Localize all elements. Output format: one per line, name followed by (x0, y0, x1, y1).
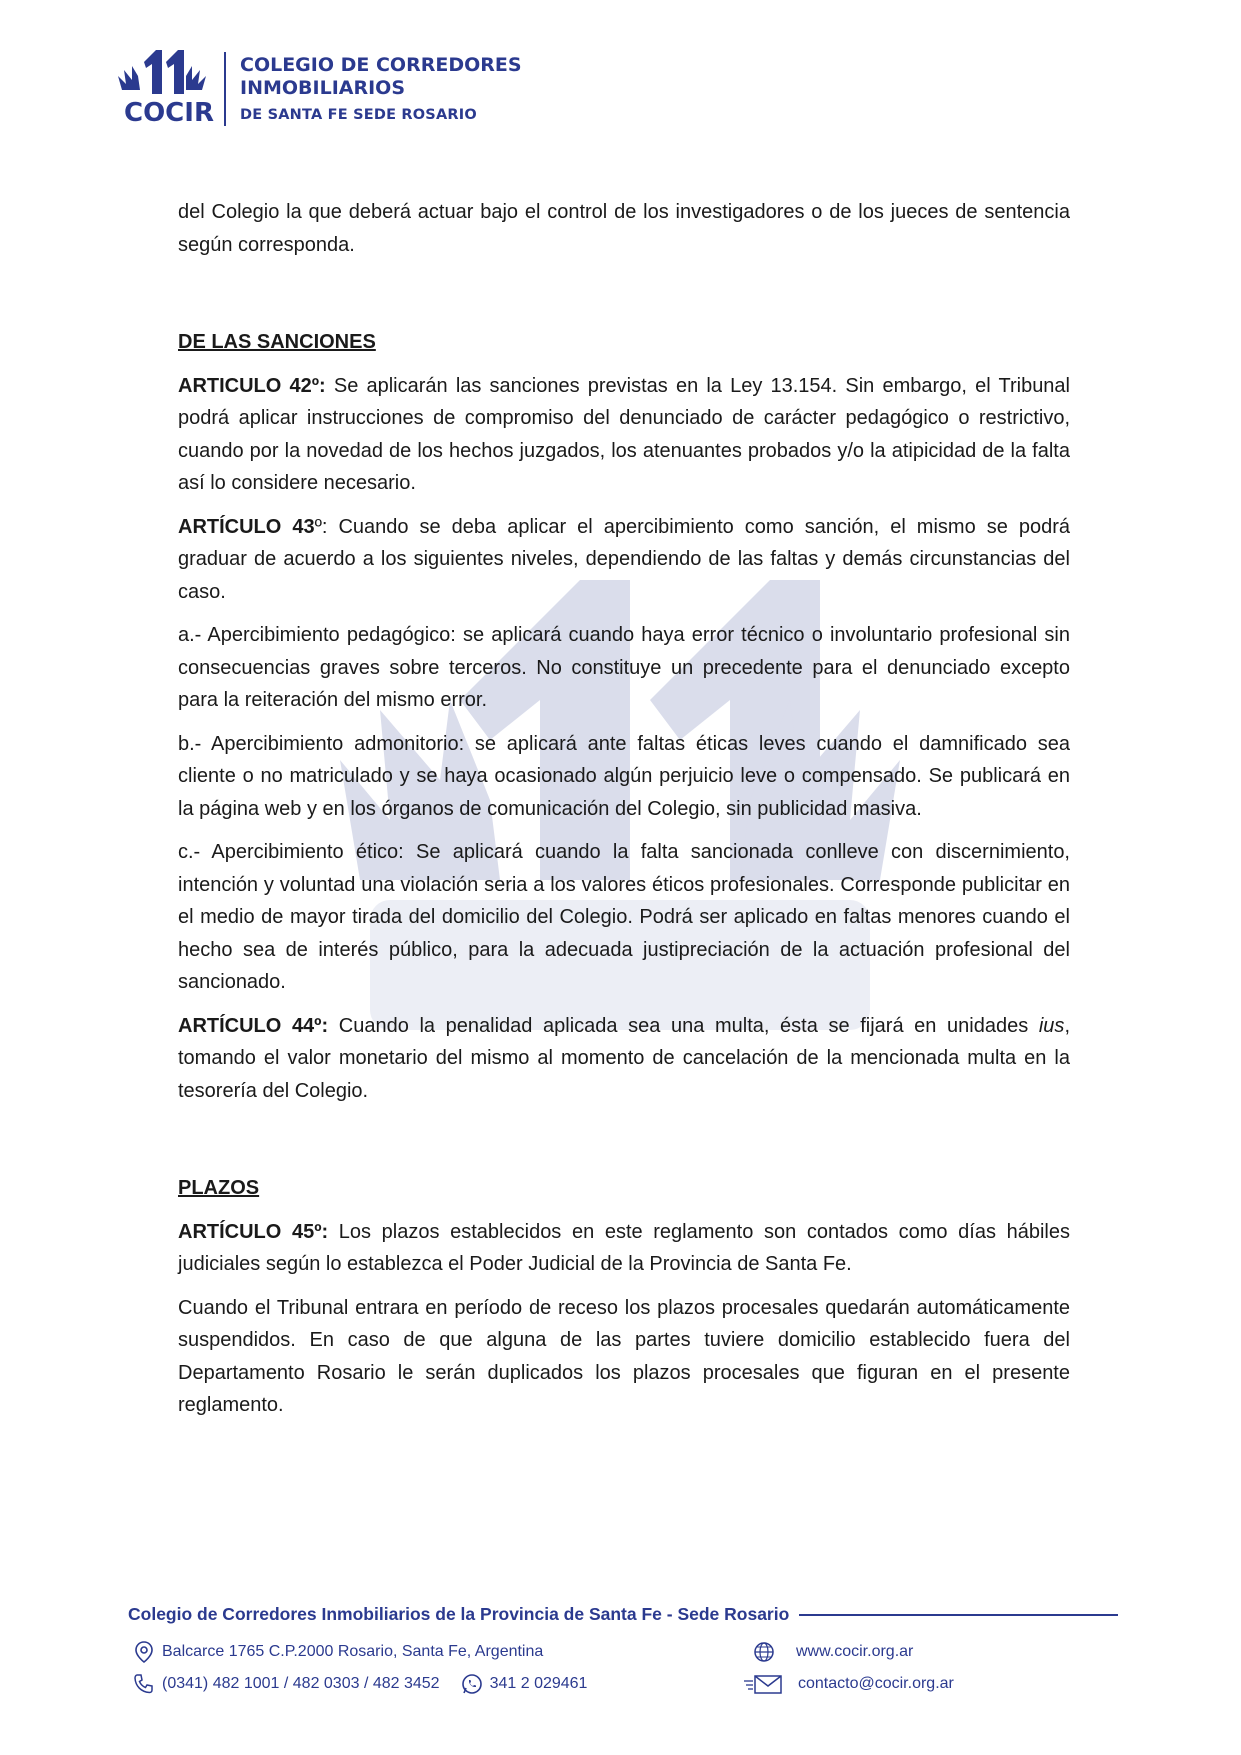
article-text: º: Cuando se deba aplicar el apercibimiento como sanción, el mismo se podrá graduar de acuerdo a los siguientes niveles, dependiendo de las faltas y demás circunstancias del caso. (178, 515, 1070, 603)
envelope-icon (744, 1672, 784, 1696)
article-43 (178, 511, 1070, 609)
org-name-line1: COLEGIO DE CORREDORES (240, 53, 522, 76)
section-heading: PLAZOS (178, 1177, 260, 1199)
logo-divider (224, 52, 226, 126)
footer-address (132, 1640, 543, 1664)
letterhead (118, 46, 522, 132)
section-title-plazos (178, 1172, 1070, 1205)
org-name-line2: INMOBILIARIOS (240, 76, 405, 99)
article-text: Se aplicarán las sanciones previstas en la Ley 13.154. Sin embargo, el Tribunal podrá aplicar instrucciones de compromiso del denunciado de carácter pedagógico o restrictivo, cuando por la novedad de los hechos juzgados, los atenuantes probados y/o la atipicidad de la falta así lo considere necesario. (178, 374, 1071, 494)
logo-wordmark: COCIR (124, 98, 214, 128)
article-text: Los plazos establecidos en este reglamento son contados como días hábiles judiciales según lo establezca el Poder Judicial de la Provincia de Santa Fe. (178, 1220, 1070, 1275)
intro-paragraph: del Colegio la que deberá actuar bajo el control de los investigadores o de los jueces de sentencia según corresponda. (178, 201, 1070, 256)
footer-website[interactable] (752, 1640, 913, 1664)
section-heading: DE LAS SANCIONES (178, 331, 376, 353)
item-a: a.- Apercibimiento pedagógico: se aplicará cuando haya error técnico o involuntario profesional sin consecuencias graves sobre terceros. No constituye un precedente para el denunciado excepto para la reiteración del mismo error. (178, 624, 1070, 711)
footer-email[interactable] (744, 1672, 954, 1696)
footer-title-row (128, 1604, 1118, 1625)
phones-text: (0341) 482 1001 / 482 0303 / 482 3452 (162, 1675, 440, 1692)
address-text: Balcarce 1765 C.P.2000 Rosario, Santa Fe, Argentina (162, 1643, 544, 1660)
globe-icon (752, 1640, 776, 1664)
document-body (178, 196, 1070, 1422)
email-link[interactable]: contacto@cocir.org.ar (798, 1675, 954, 1692)
article-text: , tomando el valor monetario del mismo al momento de cancelación de la mencionada multa en la tesorería del Colegio. (178, 1014, 1070, 1102)
receso-paragraph: Cuando el Tribunal entrara en período de receso los plazos procesales quedarán automáticamente suspendidos. En caso de que alguna de las partes tuviere domicilio establecido fuera del Departamento Rosario le serán duplicados los plazos procesales que figuran en el presente reglamento. (178, 1296, 1070, 1416)
whatsapp-icon (460, 1672, 484, 1696)
website-link[interactable]: www.cocir.org.ar (796, 1643, 914, 1660)
article-label: ARTÍCULO 43 (178, 515, 315, 538)
section-title-sanciones (178, 326, 1070, 359)
footer-title: Colegio de Corredores Inmobiliarios de la Provincia de Santa Fe - Sede Rosario (128, 1604, 790, 1624)
article-text: Cuando la penalidad aplicada sea una multa, ésta se fijará en unidades (328, 1014, 1039, 1037)
article-45 (178, 1216, 1070, 1281)
organization-name (240, 53, 522, 123)
org-name-line3: DE SANTA FE SEDE ROSARIO (240, 106, 477, 123)
article-label: ARTICULO 42º: (178, 374, 326, 397)
article-44 (178, 1010, 1070, 1108)
cocir-logo (118, 46, 214, 132)
article-label: ARTÍCULO 45º: (178, 1220, 329, 1243)
footer (128, 1604, 1118, 1692)
whatsapp-text: 341 2 029461 (489, 1675, 588, 1692)
article-label: ARTÍCULO 44º: (178, 1014, 329, 1037)
item-b: b.- Apercibimiento admonitorio: se aplicará ante faltas éticas leves cuando el damnificado sea cliente o no matriculado y se haya ocasionado algún perjuicio leve o compensado. Se publicará en la página web y en los órganos de comunicación del Colegio, sin publicidad masiva. (178, 732, 1070, 820)
phone-icon (132, 1672, 156, 1696)
ius-term: ius (1038, 1014, 1065, 1037)
location-pin-icon (132, 1640, 156, 1664)
article-42 (178, 370, 1070, 500)
logo-eleven-icon (118, 46, 206, 102)
footer-phones (132, 1672, 587, 1696)
item-c: c.- Apercibimiento ético: Se aplicará cuando la falta sancionada conlleve con discernimiento, intención y voluntad una violación seria a los valores éticos profesionales. Corresponde publicitar en el medio de mayor tirada del domicilio del Colegio. Podrá ser aplicado en faltas menores cuando el hecho sea de interés público, para la adecuada justipreciación de la actuación profesional del sancionado. (178, 841, 1070, 993)
footer-rule (799, 1614, 1118, 1616)
